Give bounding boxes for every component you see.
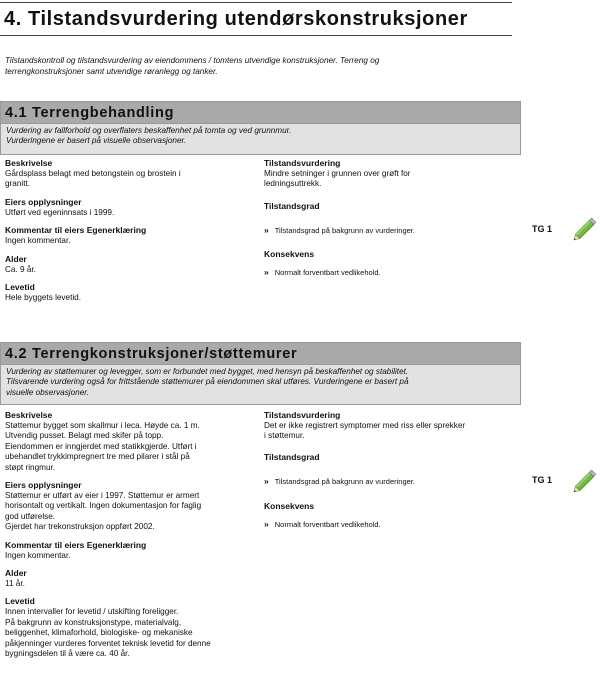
kommentar-label: Kommentar til eiers Egenerklæring bbox=[5, 539, 147, 550]
alder-label: Alder bbox=[5, 568, 27, 579]
levetid-label: Levetid bbox=[5, 596, 35, 607]
section-subtitle: Vurdering av fallforhold og overflaters beskaffenhet på tomta og ved grunnmur. Vurderingene er basert på visuelle observasjoner. bbox=[0, 124, 521, 155]
arrow-icon: » bbox=[264, 267, 269, 277]
eiers-opplysninger-label: Eiers opplysninger bbox=[5, 196, 82, 207]
tg-badge: TG 1 bbox=[532, 224, 553, 234]
tilstandsgrad-text: Tilstandsgrad på bakgrunn av vurderinger. bbox=[274, 477, 415, 486]
title-divider bbox=[0, 35, 512, 36]
arrow-icon: » bbox=[264, 225, 269, 235]
arrow-icon: » bbox=[264, 519, 269, 529]
beskrivelse-text: Støttemur bygget som skallmur i leca. Høyde ca. 1 m. Utvendig pusset. Belagt med skifer på topp. Eiendommen er inngjerdet med statikkgjerde. Utført i ubehandlet trykkimpregnert tre med pilarer i stål på støpt ringmur. bbox=[5, 421, 200, 472]
tilstandsgrad-text: Tilstandsgrad på bakgrunn av vurderinger. bbox=[274, 226, 415, 235]
tilstandsvurdering-label: Tilstandsvurdering bbox=[264, 410, 341, 420]
levetid-text: Innen intervaller for levetid / utskifting foreligger. På bakgrunn av konstruksjonstype, materialvalg, beliggenhet, klimaforhold, biologiske- og mekaniske påkjenninger vurderes forventet teknisk levetid for denne bygningsdelen til å være ca. 40 år. bbox=[5, 607, 211, 659]
section-left-column bbox=[5, 158, 245, 303]
section-heading: 4.1 Terrengbehandling bbox=[0, 101, 521, 124]
alder-text: 11 år. bbox=[5, 579, 25, 589]
eiers-opplysninger-text: Utført ved egeninnsats i 1999. bbox=[5, 207, 115, 217]
alder-text: Ca. 9 år. bbox=[5, 264, 36, 274]
konsekvens-text: Normalt forventbart vedlikehold. bbox=[274, 520, 381, 529]
kommentar-label: Kommentar til eiers Egenerklæring bbox=[5, 225, 147, 236]
tilstandsgrad-row bbox=[264, 225, 415, 236]
levetid-label: Levetid bbox=[5, 282, 35, 293]
top-divider bbox=[0, 2, 512, 3]
section-right-column bbox=[264, 410, 504, 442]
section-left-column bbox=[5, 410, 245, 660]
pencil-icon bbox=[570, 212, 600, 244]
eiers-opplysninger-label: Eiers opplysninger bbox=[5, 480, 82, 491]
beskrivelse-label: Beskrivelse bbox=[5, 158, 53, 168]
alder-label: Alder bbox=[5, 253, 27, 264]
konsekvens-label: Konsekvens bbox=[264, 249, 315, 259]
kommentar-text: Ingen kommentar. bbox=[5, 236, 71, 246]
pencil-icon bbox=[570, 464, 600, 496]
section-heading: 4.2 Terrengkonstruksjoner/støttemurer bbox=[0, 342, 521, 365]
tg-badge: TG 1 bbox=[532, 475, 553, 485]
page-title: 4. Tilstandsvurdering utendørskonstruksjoner bbox=[4, 8, 468, 30]
section-subtitle: Vurdering av støttemurer og levegger, som er forbundet med bygget, med hensyn på beskaffenhet og stabilitet. Tilsvarende vurdering også for frittstående støttemurer på eiendommen skal utføres. Vurderingene er basert på visuelle observasjoner. bbox=[0, 365, 521, 405]
tilstandsgrad-row bbox=[264, 476, 415, 487]
konsekvens-row bbox=[264, 267, 381, 278]
beskrivelse-label: Beskrivelse bbox=[5, 410, 53, 420]
konsekvens-text: Normalt forventbart vedlikehold. bbox=[274, 268, 381, 277]
arrow-icon: » bbox=[264, 476, 269, 486]
section-right-column bbox=[264, 158, 504, 190]
tilstandsvurdering-label: Tilstandsvurdering bbox=[264, 158, 341, 168]
eiers-opplysninger-text: Støttemur er utført av eier i 1997. Støttemur er armert horisontalt og vertikalt. Ingen dokumentasjon for faglig god utførelse. Gjerdet har trekonstruksjon oppført 2002. bbox=[5, 491, 202, 532]
intro-text: Tilstandskontroll og tilstandsvurdering av eiendommens / tomtens utvendige konstruksjoner. Terreng og terrengkonstruksjoner samt utvendige røranlegg og tanker. bbox=[5, 56, 380, 76]
konsekvens-label: Konsekvens bbox=[264, 501, 315, 511]
tilstandsgrad-label: Tilstandsgrad bbox=[264, 201, 320, 211]
beskrivelse-text: Gårdsplass belagt med betongstein og brostein i granitt. bbox=[5, 169, 181, 189]
tilstandsvurdering-text: Mindre setninger i grunnen over grøft for ledningsuttrekk. bbox=[264, 169, 411, 189]
kommentar-text: Ingen kommentar. bbox=[5, 550, 71, 560]
tilstandsvurdering-text: Det er ikke registrert symptomer med riss eller sprekker i støttemur. bbox=[264, 421, 466, 441]
konsekvens-row bbox=[264, 519, 381, 530]
tilstandsgrad-label: Tilstandsgrad bbox=[264, 452, 320, 462]
levetid-text: Hele byggets levetid. bbox=[5, 293, 82, 303]
